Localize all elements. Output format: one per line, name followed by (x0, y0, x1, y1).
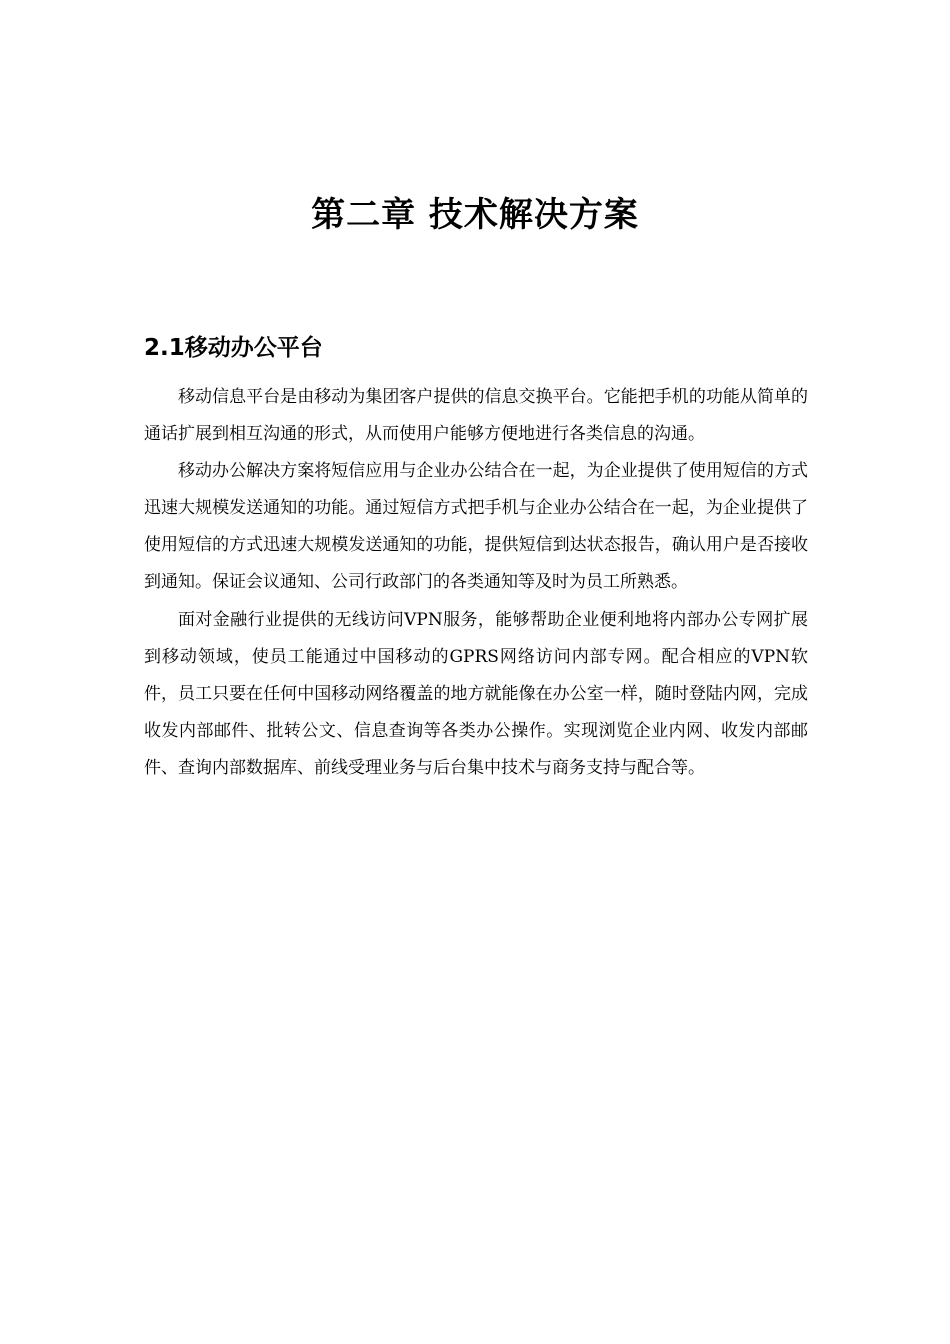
section-title: 2.1移动办公平台 (144, 335, 323, 361)
paragraph: 移动办公解决方案将短信应用与企业办公结合在一起，为企业提供了使用短信的方式迅速大规模发送通知的功能。通过短信方式把手机与企业办公结合在一起，为企业提供了使用短信的方式迅速大规模发送通知的功能，提供短信到达状态报告，确认用户是否接收到通知。保证会议通知、公司行政部门的各类通知等及时为员工所熟悉。 (144, 461, 808, 593)
paragraph: 移动信息平台是由移动为集团客户提供的信息交换平台。它能把手机的功能从简单的通话扩展到相互沟通的形式，从而使用户能够方便地进行各类信息的沟通。 (144, 387, 808, 445)
paragraph: 面对金融行业提供的无线访问VPN服务，能够帮助企业便利地将内部办公专网扩展到移动领域，使员工能通过中国移动的GPRS网络访问内部专网。配合相应的VPN软件，员工只要在任何中国移动网络覆盖的地方就能像在办公室一样，随时登陆内网，完成收发内部邮件、批转公文、信息查询等各类办公操作。实现浏览企业内网、收发内部邮件、查询内部数据库、前线受理业务与后台集中技术与商务支持与配合等。 (144, 609, 808, 778)
section-body (144, 379, 808, 787)
chapter-title: 第二章 技术解决方案 (311, 195, 639, 235)
